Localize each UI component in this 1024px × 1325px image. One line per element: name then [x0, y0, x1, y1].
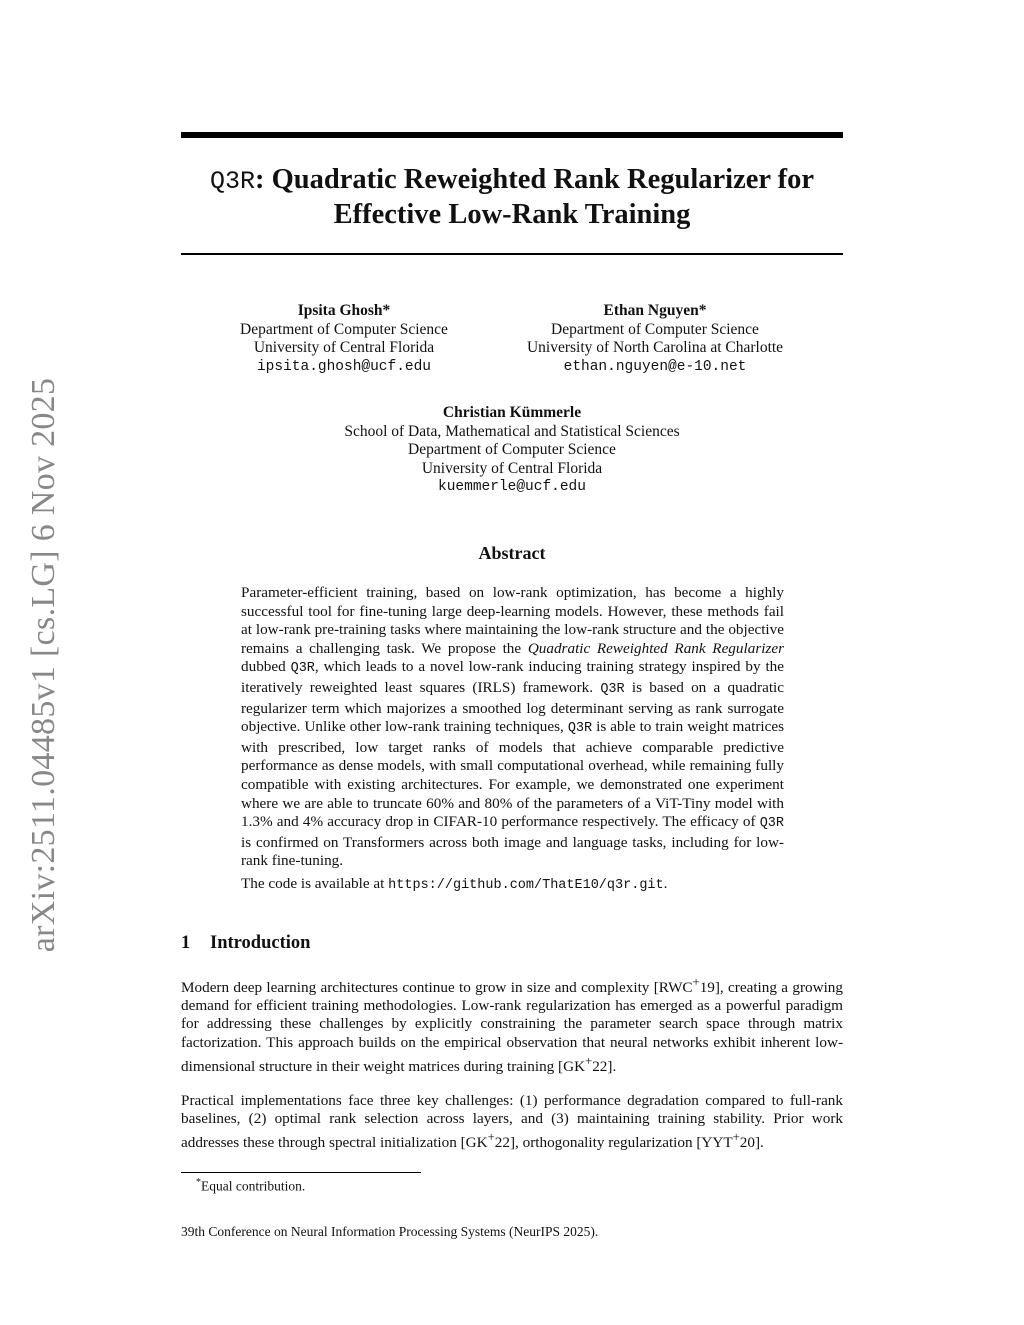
citation-plus: + — [585, 1053, 593, 1068]
code-repository-link[interactable]: https://github.com/ThatE10/q3r.git — [388, 877, 664, 893]
author-name: Christian Kümmerle — [442, 404, 582, 421]
method-full-name: Quadratic Reweighted Rank Regularizer — [527, 639, 785, 657]
author-email: kuemmerle@ucf.edu — [438, 479, 586, 496]
equal-contribution-mark: * — [698, 302, 707, 319]
intro-paragraph-1: Modern deep learning architectures continue to grow in size and complexity [RWC+19], creating a growing demand for efficient training methodologies. Low-rank regularization has emerged as a powerful paradigm for addressing these challenges by explicitly constraining the parameter search space through matrix factorization. This approach builds on the empirical observation that neural networks exhibit inherent low-dimensional structure in their weight matrices during training [GK+22]. — [181, 975, 843, 1075]
author-block-nguyen — [505, 302, 805, 376]
method-code-name: Q3R — [290, 661, 315, 677]
author-department: Department of Computer Science — [240, 320, 448, 338]
section-title: Introduction — [210, 933, 311, 953]
author-department: Department of Computer Science — [551, 320, 759, 338]
title-bottom-rule — [181, 253, 843, 255]
author-university: University of Central Florida — [253, 339, 435, 357]
footnote-mark: * — [196, 1177, 201, 1188]
section-number: 1 — [181, 933, 191, 953]
intro-paragraph-2: Practical implementations face three key challenges: (1) performance degradation compared to full-rank baselines, (2) optimal rank selection across layers, and (3) maintaining training stability. Prior work addresses these through spectral initialization [GK+22], orthogonality regularization [YYT+20]. — [181, 1092, 843, 1152]
code-availability: The code is available at https://github.com/ThatE10/q3r.git. — [241, 874, 668, 893]
author-name: Ethan Nguyen* — [603, 302, 707, 319]
method-code-name: Q3R — [759, 816, 784, 832]
author-block-kummerle — [300, 404, 724, 497]
author-university: University of Central Florida — [421, 459, 603, 477]
method-code-name: Q3R — [567, 721, 593, 737]
author-email: ethan.nguyen@e-10.net — [563, 358, 747, 375]
title-top-rule — [181, 132, 843, 138]
arxiv-identifier-stamp — [24, 377, 64, 953]
footnote-text: Equal contribution. — [201, 1178, 306, 1194]
author-university: University of North Carolina at Charlotte — [526, 339, 784, 357]
citation-plus: + — [732, 1130, 740, 1145]
abstract-heading: Abstract — [478, 543, 546, 563]
author-name: Ipsita Ghosh* — [297, 302, 391, 319]
paper-title — [181, 163, 843, 231]
footnote-rule — [181, 1172, 421, 1173]
title-line-2: Effective Low-Rank Training — [333, 199, 691, 230]
method-code-name: Q3R — [600, 681, 625, 697]
citation-plus: + — [692, 975, 700, 989]
author-department: Department of Computer Science — [408, 441, 616, 459]
title-line-1: : Quadratic Reweighted Rank Regularizer for — [254, 164, 815, 195]
author-block-ghosh — [213, 302, 475, 376]
citation-plus: + — [487, 1130, 495, 1145]
conference-footer: 39th Conference on Neural Information Processing Systems (NeurIPS 2025). — [181, 1224, 599, 1239]
section-heading-introduction — [181, 933, 310, 954]
title-method-code: Q3R — [209, 167, 255, 196]
footnote — [196, 1177, 305, 1195]
equal-contribution-mark: * — [382, 302, 391, 319]
author-email: ipsita.ghosh@ucf.edu — [256, 358, 432, 375]
abstract-paragraph: Parameter-efficient training, based on low-rank optimization, has become a highly successful tool for fine-tuning large deep-learning models. However, these methods fail at low-rank pre-training tasks where maintaining the low-rank structure and the objective remains a challenging task. We propose the Quadratic Reweighted Rank Regularizer dubbed Q3R, which leads to a novel low-rank inducing training strategy inspired by the iteratively reweighted least squares (IRLS) framework. Q3R is based on a quadratic regularizer term which majorizes a smoothed log determinant serving as rank surrogate objective. Unlike other low-rank training techniques, Q3R is able to train weight matrices with prescribed, low target ranks of models that achieve comparable predictive performance as dense models, with small computational overhead, while remaining fully compatible with existing architectures. For example, we demonstrated one experiment where we are able to truncate 60% and 80% of the parameters of a ViT-Tiny model with 1.3% and 4% accuracy drop in CIFAR-10 performance respectively. The efficacy of Q3R is confirmed on Transformers across both image and language tasks, including for low-rank fine-tuning. — [241, 584, 785, 870]
author-school: School of Data, Mathematical and Statistical Sciences — [344, 422, 680, 440]
abstract-body — [241, 584, 784, 896]
arxiv-identifier-text: arXiv:2511.04485v1 [cs.LG] 6 Nov 2025 — [25, 377, 62, 953]
